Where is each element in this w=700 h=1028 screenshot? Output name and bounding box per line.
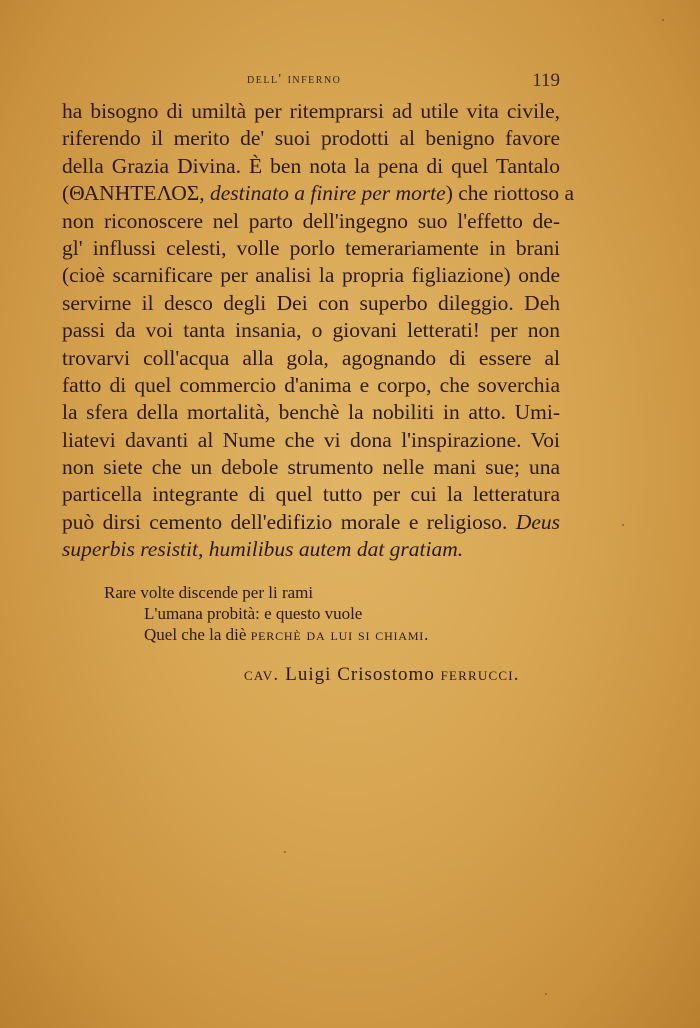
- running-head-title: dell' inferno: [247, 72, 342, 87]
- signature-title: cav.: [244, 664, 286, 685]
- paper-speck: [622, 524, 624, 526]
- paper-speck: [545, 993, 547, 995]
- text-line: particella integrante di quel tutto per cui la letteratura: [62, 482, 560, 507]
- text-line: della Grazia Divina. È ben nota la pena di quel Tantalo: [62, 153, 560, 178]
- text-line: ha bisogno di umiltà per ritemprarsi ad utile vita civile,: [62, 99, 560, 123]
- text-line: liatevi davanti al Nume che vi dona l'inspirazione. Voi: [62, 427, 560, 452]
- text-line: servirne il desco degli Dei con superbo dileggio. Deh: [62, 290, 560, 315]
- text-line: passi da voi tanta insania, o giovani letterati! per non: [62, 318, 560, 343]
- signature-name: Luigi Crisostomo: [285, 664, 441, 685]
- text-line: fatto di quel commercio d'anima e corpo, che soverchia: [62, 372, 560, 397]
- text-line: superbis resistit, humilibus autem dat gratiam.: [62, 537, 464, 562]
- running-head: [62, 70, 560, 94]
- text-line: trovarvi coll'acqua alla gola, agognando di essere al: [62, 345, 560, 370]
- text-line: la sfera della mortalità, benchè la nobiliti in atto. Umi-: [62, 400, 560, 425]
- text-line: (ΘΑΝΗΤΕΛΟΣ, destinato a finire per morte) che riottoso a: [62, 181, 575, 206]
- signature-surname: ferrucci.: [440, 664, 520, 685]
- text-line: (cioè scarnificare per analisi la propria figliazione) onde: [62, 263, 560, 288]
- text-line: non riconoscere nel parto dell'ingegno suo l'effetto de-: [62, 208, 560, 233]
- verse-quotation: [104, 582, 429, 645]
- author-signature: [244, 664, 520, 686]
- paper-speck: [284, 851, 286, 853]
- page-number: 119: [532, 70, 560, 91]
- italic-phrase: destinato a finire per morte: [210, 181, 446, 206]
- body-text: [62, 98, 575, 564]
- verse-line: Quel che la diè perchè da lui si chiami.: [144, 625, 430, 644]
- italic-phrase: Deus: [515, 509, 560, 534]
- text-line: non siete che un debole strumento nelle mani sue; una: [62, 455, 560, 480]
- text-line: gl' influssi celesti, volle porlo temerariamente in brani: [62, 235, 560, 260]
- verse-line: Rare volte discende per li rami: [104, 583, 314, 602]
- paper-speck: [662, 19, 664, 21]
- text-line: riferendo il merito de' suoi prodotti al benigno favore: [62, 126, 560, 151]
- text-line: può dirsi cemento dell'edifizio morale e religioso. Deus: [62, 509, 560, 534]
- verse-line: L'umana probità: e questo vuole: [144, 604, 363, 623]
